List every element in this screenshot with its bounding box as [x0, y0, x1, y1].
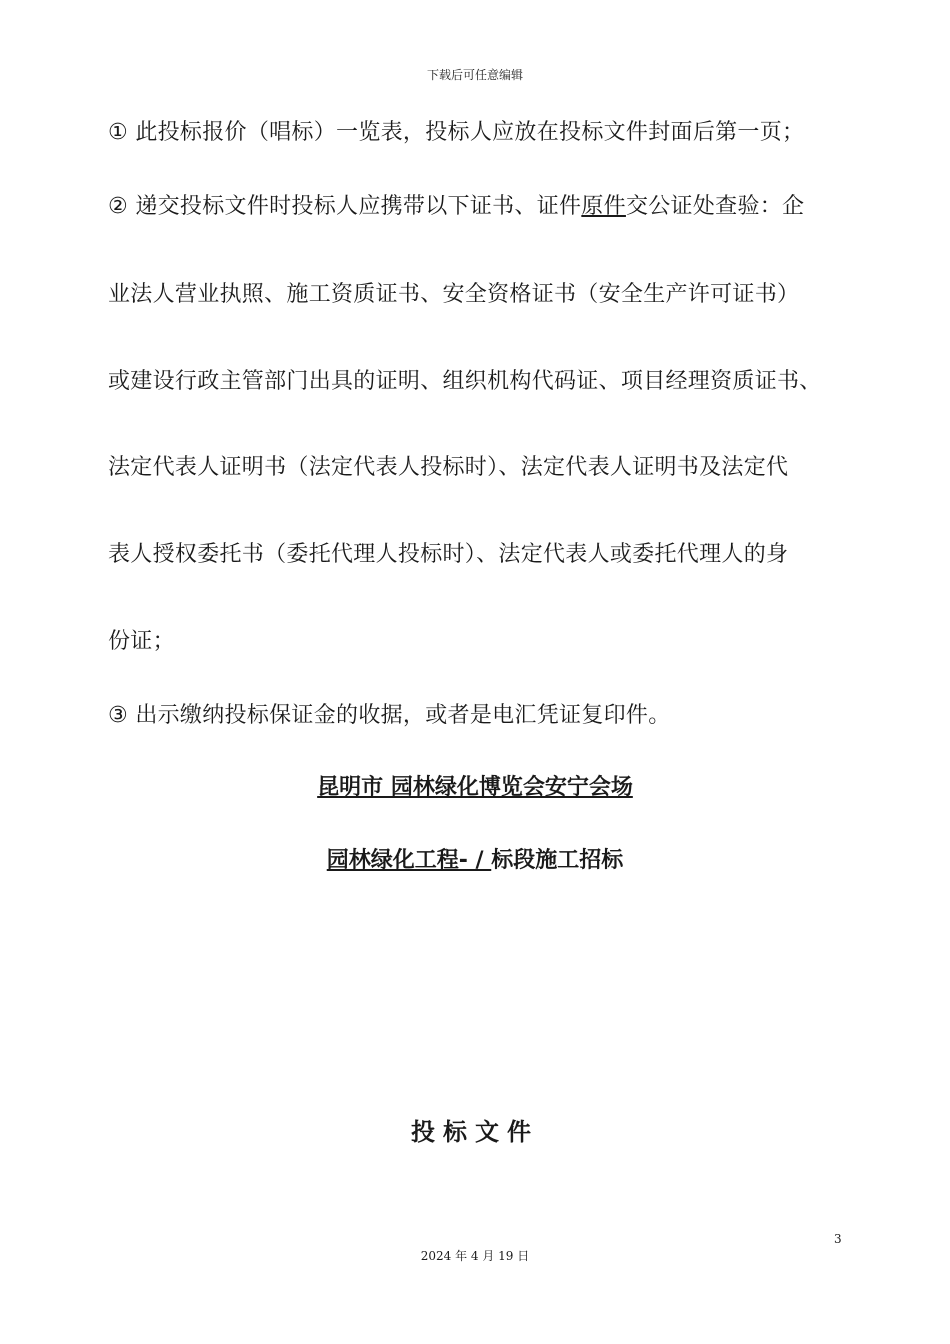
- page-header: 下载后可任意编辑: [426, 68, 523, 82]
- paragraph-line-8: ③ 出示缴纳投标保证金的收据，或者是电汇凭证复印件。: [108, 703, 671, 728]
- paragraph-line-6: 表人授权委托书（委托代理人投标时）、法定代表人或委托代理人的身: [108, 542, 789, 567]
- project-title-text: 昆明市 园林绿化博览会安宁会场: [317, 775, 633, 800]
- page-number: 3: [834, 1232, 842, 1246]
- project-title-underlined: 园林绿化工程- /: [326, 848, 492, 873]
- footer-date: 2024 年 4 月 19 日: [420, 1249, 530, 1263]
- underlined-text: 原件: [581, 194, 626, 219]
- project-title-line-1: [0, 773, 950, 803]
- paragraph-line-5: 法定代表人证明书（法定代表人投标时）、法定代表人证明书及法定代: [108, 455, 789, 480]
- paragraph-text: 交公证处查验：企: [625, 194, 805, 219]
- paragraph-line-7: 份证；: [108, 629, 175, 654]
- paragraph-text: ② 递交投标文件时投标人应携带以下证书、证件: [108, 194, 582, 219]
- paragraph-line-3: 业法人营业执照、施工资质证书、安全资格证书（安全生产许可证书）: [108, 282, 800, 307]
- document-title: 投标文件: [411, 1118, 539, 1146]
- project-title-rest: 标段施工招标: [491, 848, 624, 873]
- paragraph-line-4: 或建设行政主管部门出具的证明、组织机构代码证、项目经理资质证书、: [108, 369, 822, 394]
- project-title-line-2: [0, 846, 950, 876]
- paragraph-line-2: [108, 192, 804, 222]
- paragraph-line-1: ① 此投标报价（唱标）一览表，投标人应放在投标文件封面后第一页；: [108, 120, 805, 145]
